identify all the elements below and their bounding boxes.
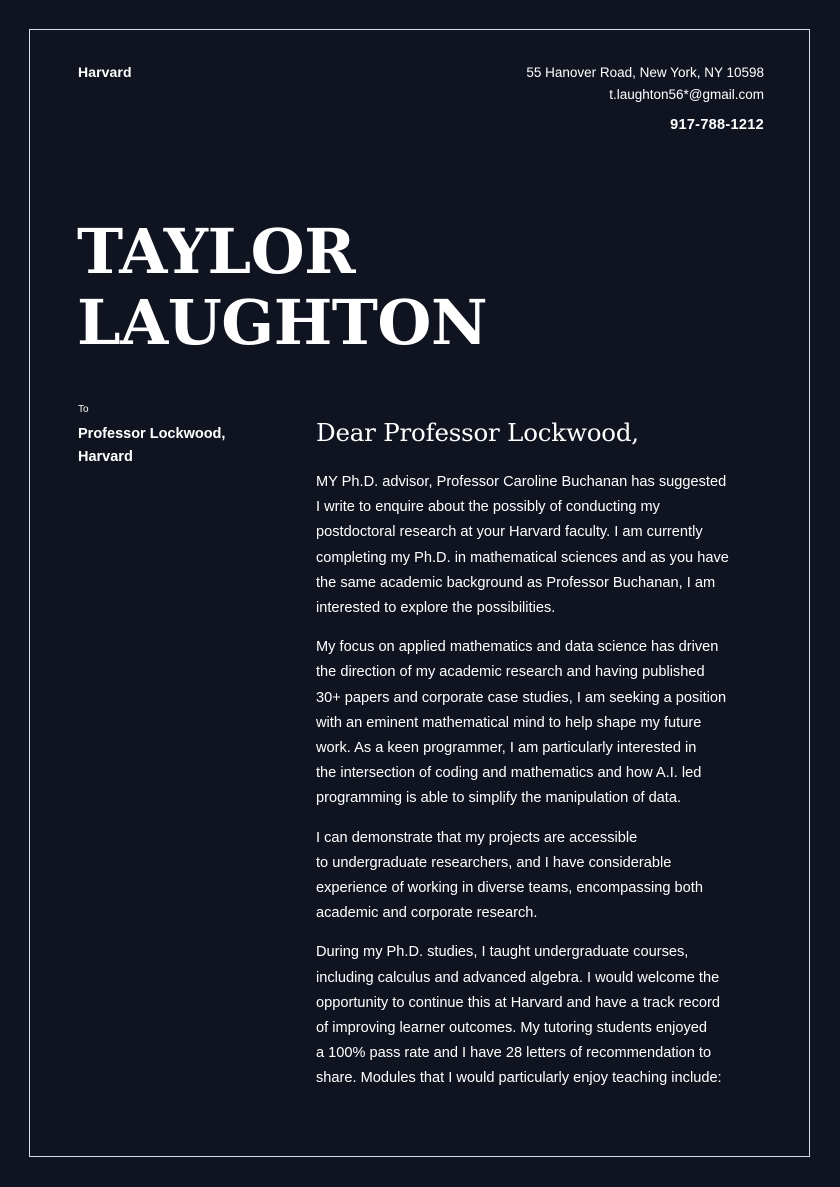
paragraph-line: work. As a keen programmer, I am particularly interested in [316,740,697,757]
paragraph-line: of improving learner outcomes. My tutoring students enjoyed [316,1020,707,1037]
paragraph-line: academic and corporate research. [316,905,538,922]
paragraph-line: MY Ph.D. advisor, Professor Caroline Buchanan has suggested [316,474,727,490]
contact-block [526,62,764,133]
paragraph-line: I can demonstrate that my projects are accessible [316,829,638,846]
applicant-first-name: TAYLOR [77,215,356,288]
paragraph-line: the same academic background as Professor Buchanan, I am [316,574,716,591]
paragraph-line: to undergraduate researchers, and I have considerable [316,854,672,871]
contact-phone: 917-788-1212 [670,117,764,133]
paragraph-line: with an eminent mathematical mind to help shape my future [316,714,702,731]
recipient-organization: Harvard [78,449,133,465]
contact-email: t.laughton56*@gmail.com [609,87,764,102]
recipient-block [78,423,225,469]
paragraph-line: the direction of my academic research and having published [316,664,705,681]
letter-paragraph [316,940,746,1091]
applicant-last-name: LAUGHTON [77,286,488,359]
paragraph-line: During my Ph.D. studies, I taught undergraduate courses, [316,944,689,961]
paragraph-line: programming is able to simplify the manipulation of data. [316,790,682,807]
paragraph-line: a 100% pass rate and I have 28 letters of recommendation to [316,1045,712,1062]
letter-paragraph [316,470,746,621]
contact-address: 55 Hanover Road, New York, NY 10598 [526,65,764,80]
header-organization: Harvard [78,64,132,80]
paragraph-line: My focus on applied mathematics and data science has driven [316,639,719,656]
paragraph-line: postdoctoral research at your Harvard faculty. I am currently [316,524,703,541]
paragraph-line: interested to explore the possibilities. [316,600,556,617]
paragraph-line: completing my Ph.D. in mathematical sciences and as you have [316,549,729,566]
recipient-name: Professor Lockwood, [78,426,226,442]
letter-body [316,470,746,1106]
paragraph-line: 30+ papers and corporate case studies, I am seeking a position [316,689,727,706]
paragraph-line: including calculus and advanced algebra. I would welcome the [316,969,720,986]
paragraph-line: opportunity to continue this at Harvard and have a track record [316,994,720,1011]
letter-greeting: Dear Professor Lockwood, [316,418,639,447]
paragraph-line: share. Modules that I would particularly enjoy teaching include: [316,1070,722,1087]
paragraph-line: experience of working in diverse teams, encompassing both [316,880,703,897]
letter-paragraph [316,826,746,927]
applicant-name [77,216,487,358]
to-label: To [78,404,89,415]
paragraph-line: the intersection of coding and mathematics and how A.I. led [316,765,702,782]
letter-paragraph [316,635,746,811]
paragraph-line: I write to enquire about the possibly of conducting my [316,499,660,516]
